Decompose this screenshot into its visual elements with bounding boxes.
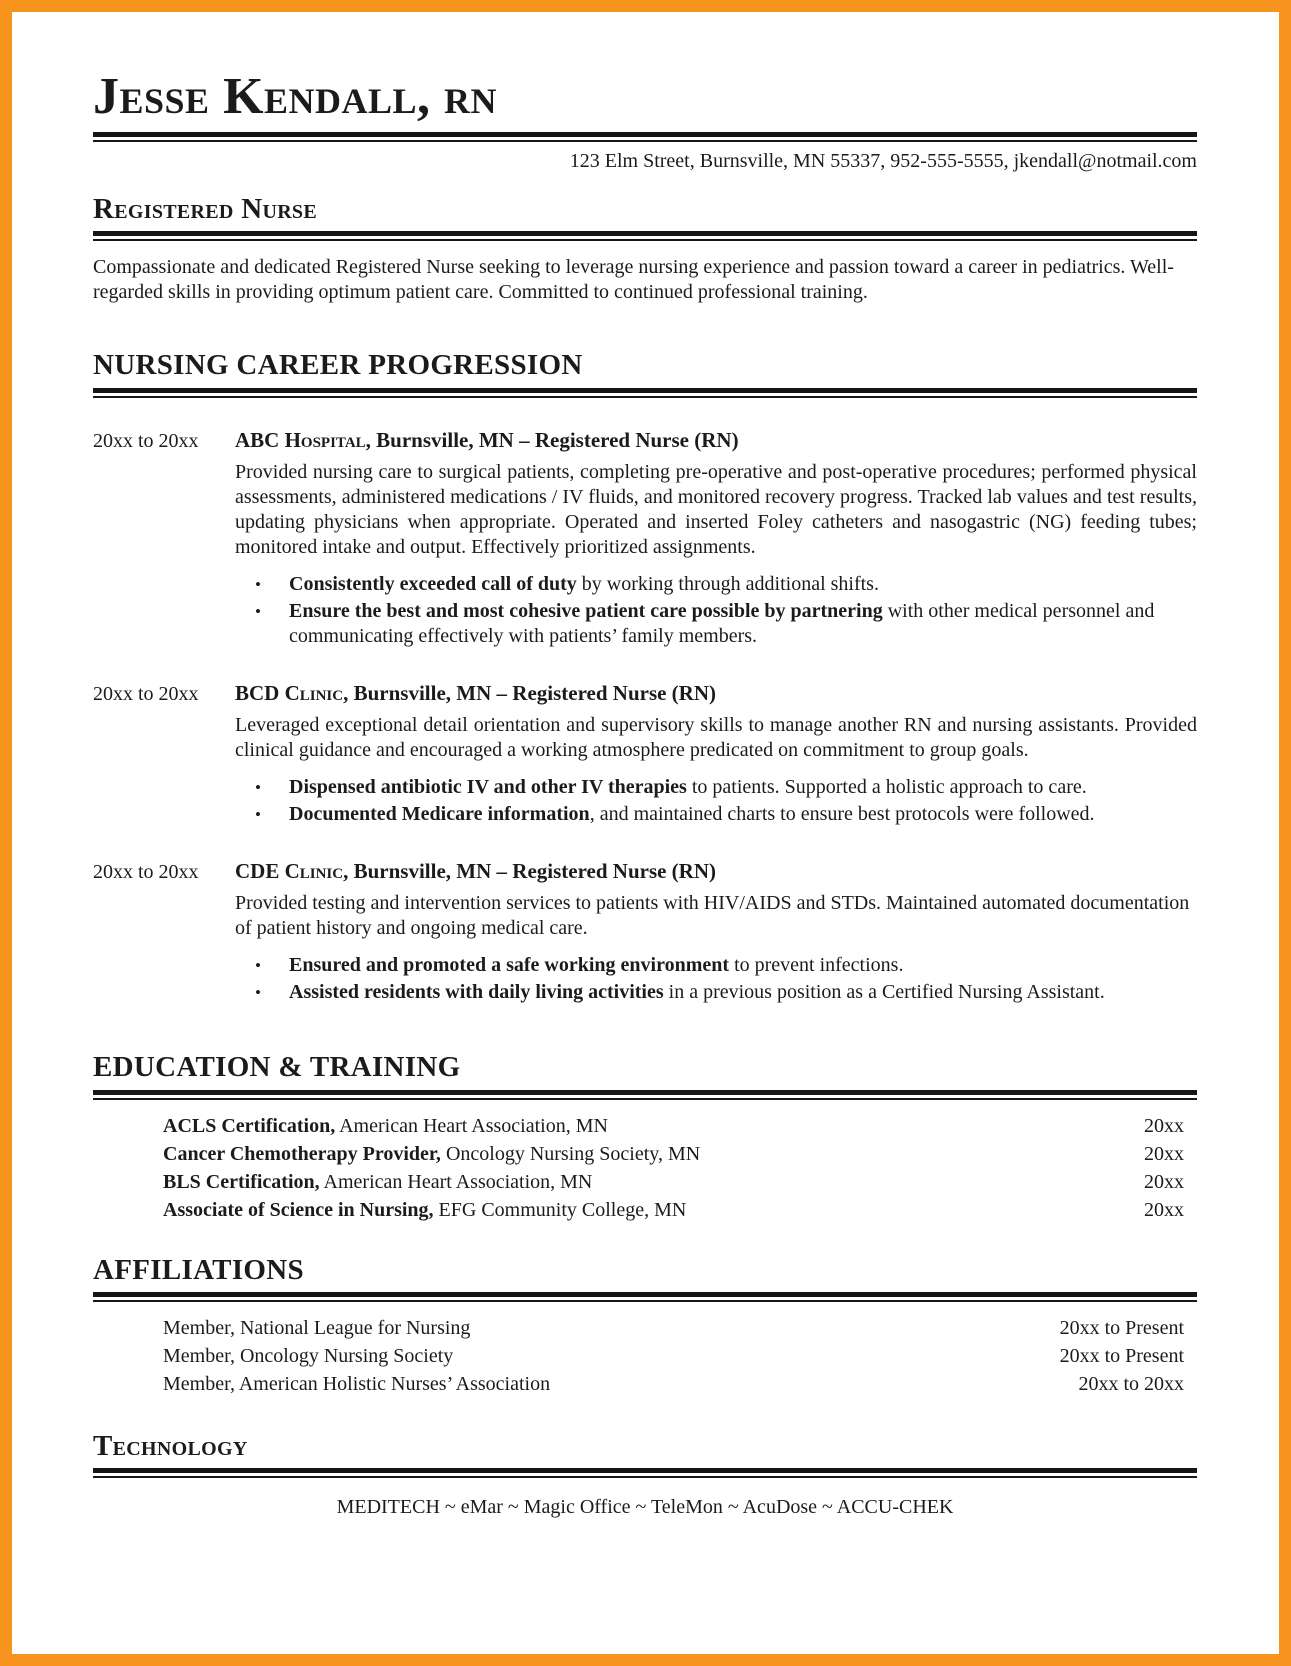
bullet-item <box>235 980 1197 1005</box>
section-divider <box>93 231 1197 241</box>
job-bullets <box>235 572 1197 649</box>
job-company: ABC Hospital, <box>235 427 371 452</box>
bullet-item <box>235 599 1197 649</box>
job-dates: 20xx to 20xx <box>93 682 199 705</box>
bullet-rest: to prevent infections. <box>729 954 904 977</box>
education-org: EFG Community College, MN <box>433 1198 687 1221</box>
job-title <box>235 428 1197 453</box>
job-company: CDE Clinic, <box>235 859 349 884</box>
bullet-rest: by working through additional shifts. <box>576 572 879 595</box>
job-dates: 20xx to 20xx <box>93 429 199 452</box>
section-title-career: NURSING CAREER PROGRESSION <box>93 349 583 382</box>
job-description: Leveraged exceptional detail orientation and supervisory skills to manage another RN and nursing assistants. Provided clinical guidance and encouraged a working atmosphere predicated on commitment to group goals. <box>235 714 1197 762</box>
affiliation-row <box>93 1314 1197 1342</box>
education-degree: ACLS Certification, <box>163 1114 336 1137</box>
affiliation-dates: 20xx to 20xx <box>1078 1372 1184 1395</box>
person-name: Jesse Kendall, rn <box>93 68 498 125</box>
education-year: 20xx <box>1144 1170 1184 1193</box>
bullet-item <box>235 775 1197 800</box>
bullet-rest: , and maintained charts to ensure best protocols were followed. <box>589 803 1095 826</box>
job-title <box>235 681 1197 706</box>
education-year: 20xx <box>1144 1142 1184 1165</box>
job-title <box>235 859 1197 884</box>
education-row <box>93 1196 1197 1224</box>
job-body <box>235 859 1197 1005</box>
affiliation-dates: 20xx to Present <box>1059 1316 1184 1339</box>
job-body <box>235 681 1197 827</box>
bullet-rest: with other medical personnel and communicating effectively with patients’ family members. <box>289 599 1155 647</box>
job-title-rest: Burnsville, MN – Registered Nurse (RN) <box>370 427 739 452</box>
section-divider <box>93 1090 1197 1100</box>
job-entry <box>93 428 1197 649</box>
education-list <box>93 1112 1197 1224</box>
section-title-technology: Technology <box>93 1429 248 1462</box>
job-body <box>235 428 1197 649</box>
education-item <box>163 1196 1144 1224</box>
affiliation-row <box>93 1342 1197 1370</box>
education-degree: Cancer Chemotherapy Provider, <box>163 1142 441 1165</box>
education-item <box>163 1112 1144 1140</box>
job-entry <box>93 681 1197 827</box>
technology-list: MEDITECH ~ eMar ~ Magic Office ~ TeleMon ~ AcuDose ~ ACCU-CHEK <box>336 1496 954 1519</box>
education-item <box>163 1168 1144 1196</box>
header-divider <box>93 132 1197 142</box>
bullet-lead: Ensure the best and most cohesive patient care possible by partnering <box>289 599 883 622</box>
affiliation-name: Member, National League for Nursing <box>163 1316 471 1339</box>
affiliations-list <box>93 1314 1197 1398</box>
affiliation-name: Member, American Holistic Nurses’ Association <box>163 1372 551 1395</box>
bullet-lead: Dispensed antibiotic IV and other IV therapies <box>289 776 687 799</box>
bullet-lead: Consistently exceeded call of duty <box>289 572 577 595</box>
bullet-lead: Assisted residents with daily living activities <box>289 981 664 1004</box>
section-title-affiliations: AFFILIATIONS <box>93 1253 304 1286</box>
bullet-lead: Documented Medicare information <box>289 803 590 826</box>
affiliation-name: Member, Oncology Nursing Society <box>163 1344 454 1367</box>
section-title-registered-nurse: Registered Nurse <box>93 193 317 226</box>
job-bullets <box>235 775 1197 827</box>
job-description: Provided testing and intervention services to patients with HIV/AIDS and STDs. Maintained automated documentation of patient history and ongoing medical care. <box>235 892 1190 940</box>
education-degree: Associate of Science in Nursing, <box>163 1198 434 1221</box>
bullet-item <box>235 572 1197 597</box>
bullet-lead: Ensured and promoted a safe working environment <box>289 954 730 977</box>
education-year: 20xx <box>1144 1114 1184 1137</box>
section-divider <box>93 1292 1197 1302</box>
education-row <box>93 1168 1197 1196</box>
education-org: American Heart Association, MN <box>319 1170 593 1193</box>
education-org: American Heart Association, MN <box>335 1114 608 1137</box>
affiliation-row <box>93 1370 1197 1398</box>
job-company: BCD Clinic, <box>235 680 349 705</box>
job-description: Provided nursing care to surgical patients, completing pre-operative and post-operative procedures; performed physical assessments, administered medications / IV fluids, and monitored recovery progress. Tracked lab values and test results, updating physicians when appropriate. Operated and inserted Foley catheters and nasogastric (NG) feeding tubes; monitored intake and output. Effectively prioritized assignments. <box>235 460 1197 558</box>
bullet-rest: in a previous position as a Certified Nursing Assistant. <box>663 981 1105 1004</box>
job-dates: 20xx to 20xx <box>93 861 199 884</box>
job-title-rest: Burnsville, MN – Registered Nurse (RN) <box>348 680 717 705</box>
section-divider <box>93 1468 1197 1478</box>
bullet-item <box>235 953 1197 978</box>
resume-content <box>12 12 1279 1519</box>
bullet-rest: to patients. Supported a holistic approach to care. <box>686 776 1087 799</box>
education-year: 20xx <box>1144 1198 1184 1221</box>
summary-text: Compassionate and dedicated Registered Nurse seeking to leverage nursing experience and passion toward a career in pediatrics. Well-regarded skills in providing optimum patient care. Committed to continued professional training. <box>93 256 1174 304</box>
section-title-education: EDUCATION & TRAINING <box>93 1051 461 1084</box>
job-list <box>93 428 1197 1006</box>
education-degree: BLS Certification, <box>163 1170 320 1193</box>
bullet-item <box>235 802 1197 827</box>
job-title-rest: Burnsville, MN – Registered Nurse (RN) <box>348 859 717 884</box>
job-entry <box>93 859 1197 1005</box>
section-divider <box>93 388 1197 398</box>
affiliation-dates: 20xx to Present <box>1059 1344 1184 1367</box>
job-bullets <box>235 953 1197 1005</box>
education-row <box>93 1140 1197 1168</box>
education-item <box>163 1140 1144 1168</box>
contact-line: 123 Elm Street, Burnsville, MN 55337, 952-555-5555, jkendall@notmail.com <box>569 150 1197 173</box>
education-org: Oncology Nursing Society, MN <box>440 1142 701 1165</box>
education-row <box>93 1112 1197 1140</box>
